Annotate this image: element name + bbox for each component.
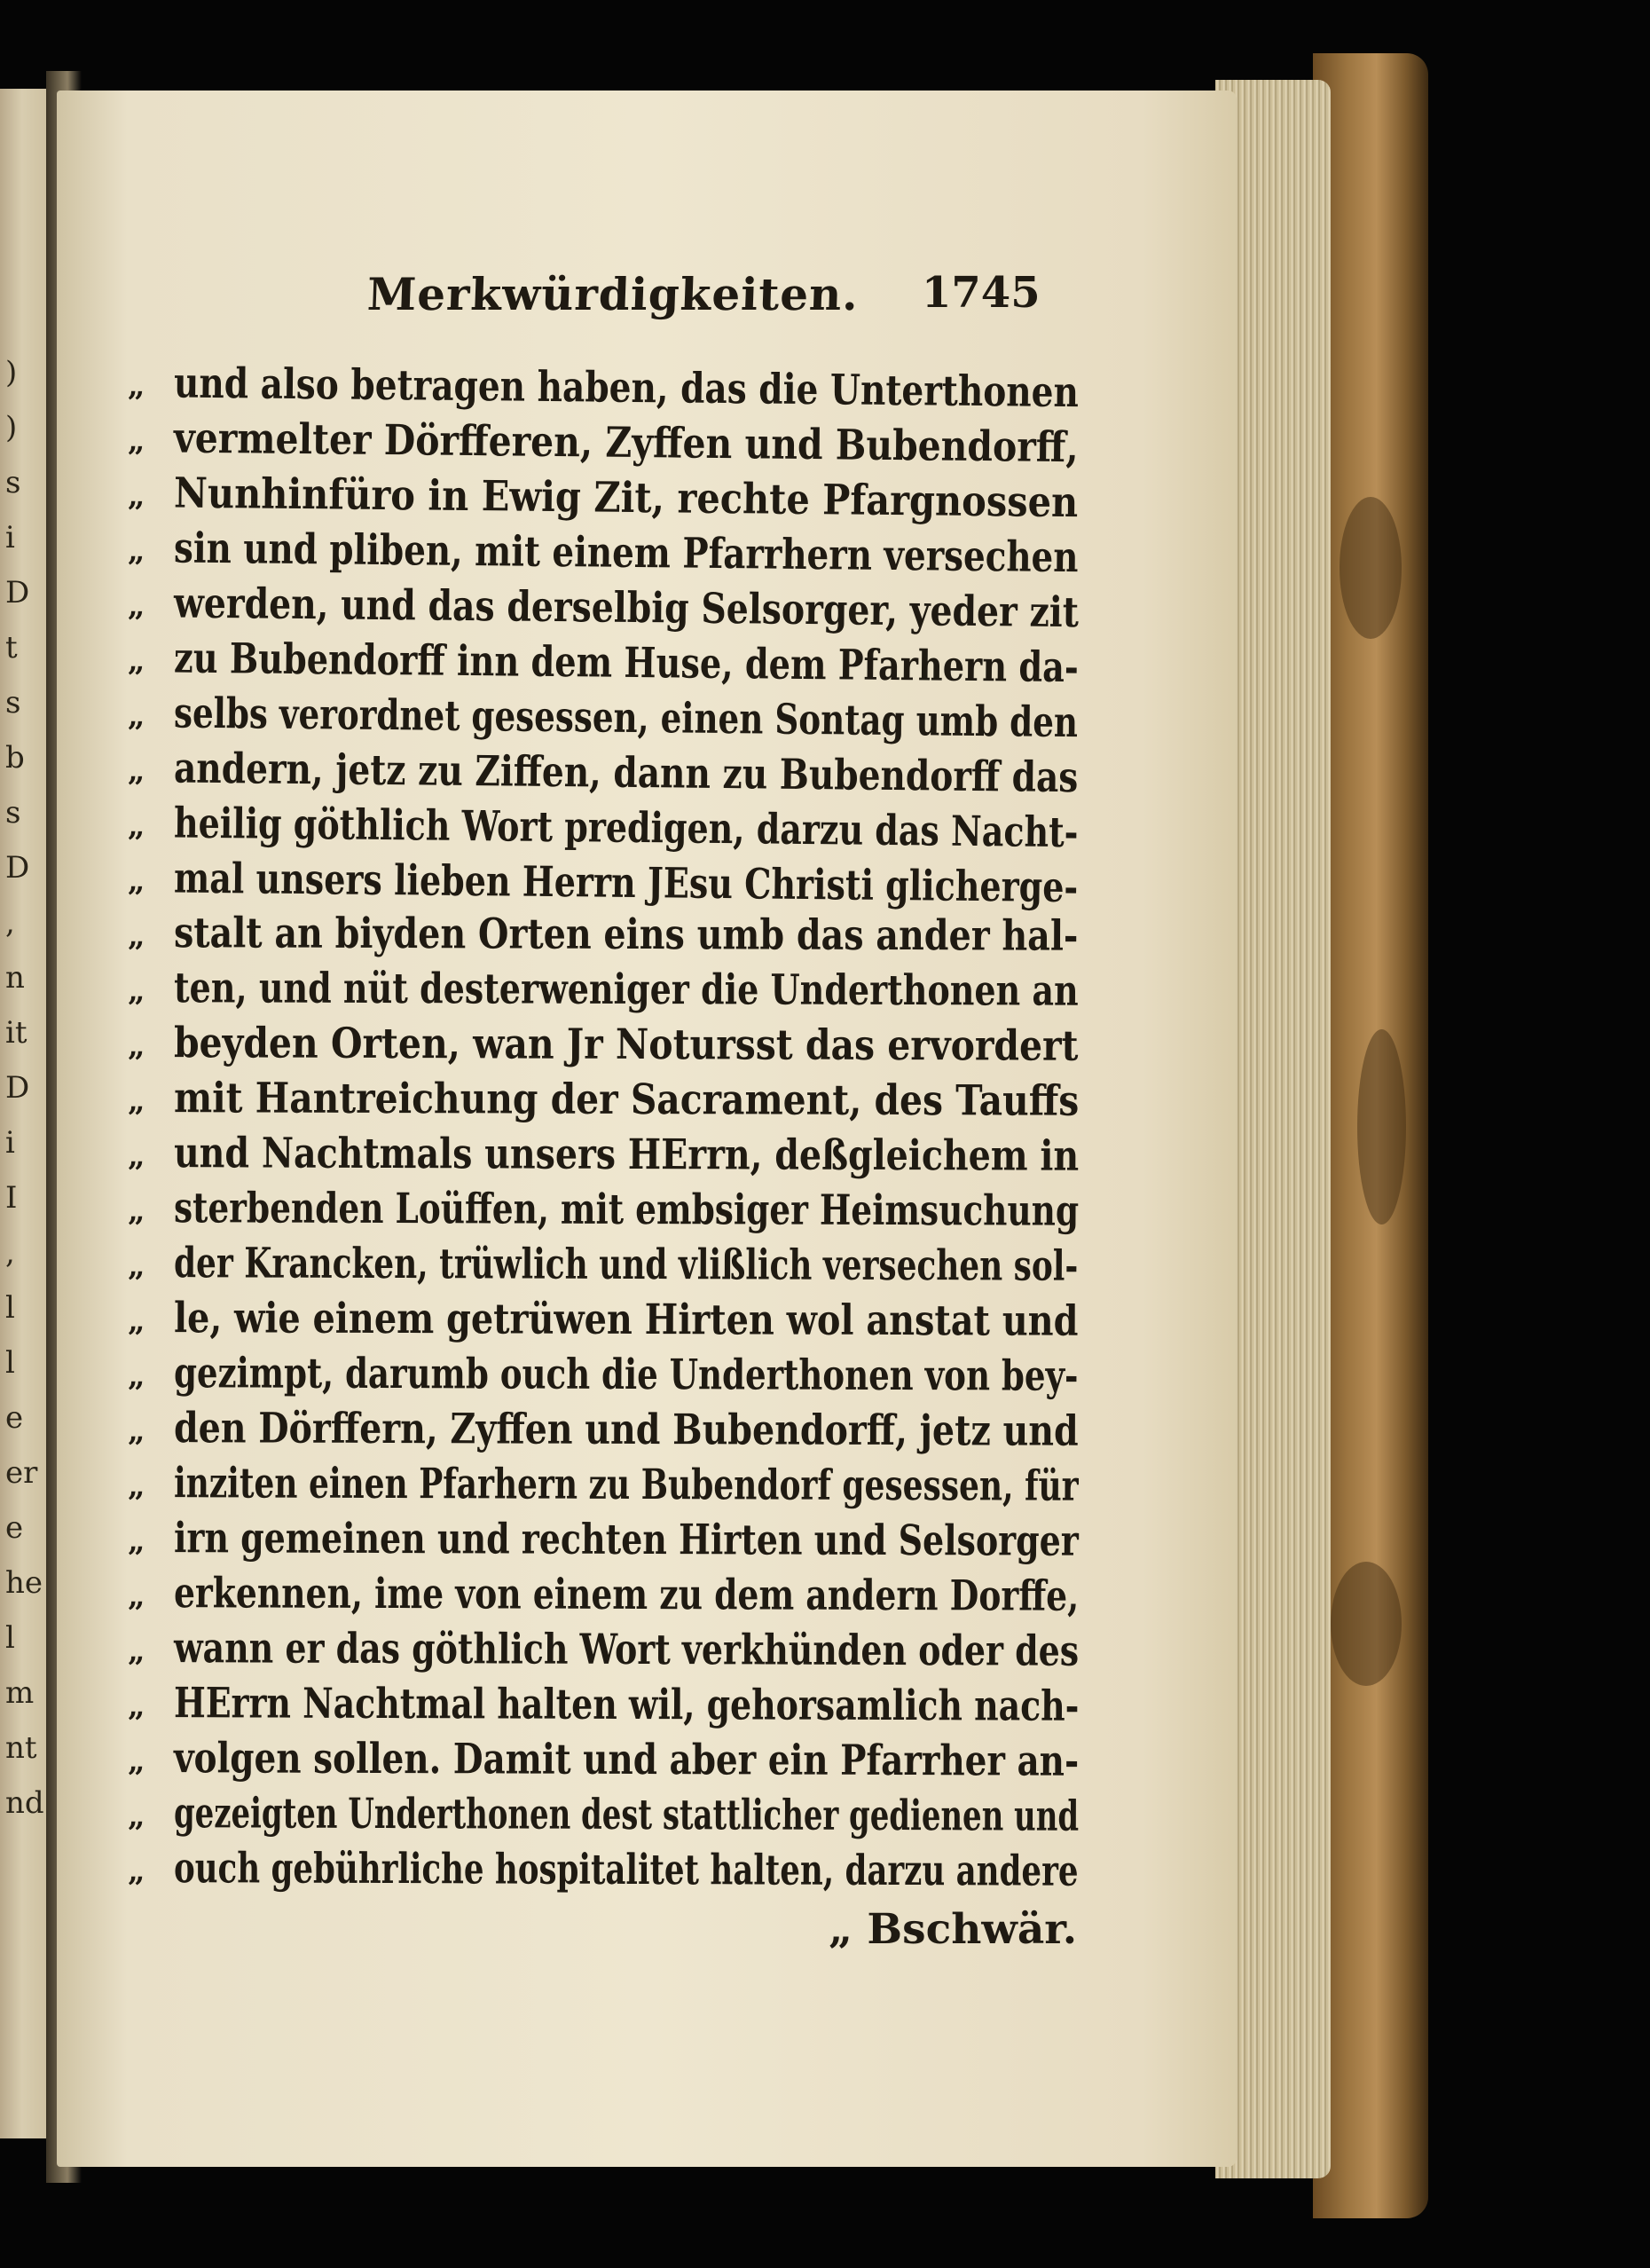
quote-mark: „ [127, 1083, 145, 1120]
quote-mark: „ [127, 478, 145, 515]
text-line-content: und Nachtmals unsers HErrn, deßgleichem in [173, 1129, 1080, 1181]
quote-mark: „ [127, 698, 145, 735]
text-line-content: Nunhinfüro in Ewig Zit, rechte Pfargnossen [173, 469, 1079, 528]
text-line-content: selbs verordnet gesessen, einen Sontag umb den [173, 689, 1079, 748]
left-page-fragment: nt [5, 1730, 37, 1766]
text-line-content: volgen sollen. Damit und aber ein Pfarrher an- [173, 1734, 1080, 1786]
left-page-fragment: s [5, 685, 21, 721]
text-line [128, 1237, 1086, 1294]
text-line [128, 1787, 1086, 1844]
left-page-fragment: ) [5, 410, 18, 445]
text-line [128, 1512, 1086, 1569]
text-line-content: sin und pliben, mit einem Pfarrhern versechen [173, 524, 1079, 583]
left-page-fragment: l [5, 1620, 15, 1656]
left-page-fragment: e [5, 1510, 24, 1546]
text-line-content: und also betragen haben, das die Unterthonen [173, 358, 1080, 418]
text-line [128, 577, 1087, 640]
left-page-fragment: D [5, 575, 30, 610]
quote-mark: „ [127, 1193, 145, 1230]
text-line [128, 962, 1086, 1019]
quote-mark: „ [127, 1799, 145, 1835]
quote-mark: „ [127, 1028, 145, 1065]
quote-mark: „ [127, 1414, 145, 1450]
left-page-fragment: nd [5, 1785, 44, 1821]
catchword: „ Bschwär. [829, 1905, 1078, 1954]
text-line-content: mal unsers lieben Herrn JEsu Christi glicherge- [173, 854, 1079, 913]
left-page-fragment: i [5, 1125, 15, 1161]
left-page-fragment: n [5, 960, 25, 996]
text-line-content: zu Bubendorff inn dem Huse, dem Pfarhern da- [173, 634, 1080, 693]
text-line [128, 1292, 1086, 1349]
text-line-content: mit Hantreichung der Sacrament, des Tauffs [173, 1074, 1080, 1126]
text-line [128, 1622, 1086, 1679]
text-line [128, 522, 1087, 585]
text-line [128, 1347, 1086, 1404]
quote-mark: „ [127, 1744, 145, 1780]
text-line [128, 467, 1087, 530]
text-line [128, 1127, 1086, 1184]
left-page-fragment: t [5, 630, 18, 665]
text-line-content: stalt an biyden Orten eins umb das ander hal- [173, 909, 1079, 961]
text-line-content: erkennen, ime von einem zu dem andern Dorffe, [173, 1569, 1080, 1621]
quote-mark: „ [127, 753, 145, 790]
text-line [128, 1017, 1086, 1074]
text-line-content: der Krancken, trüwlich und vlißlich versechen sol- [173, 1239, 1079, 1291]
quote-mark: „ [127, 533, 145, 570]
quote-mark: „ [127, 863, 145, 900]
text-line-content: heilig göthlich Wort predigen, darzu das Nacht- [173, 799, 1079, 858]
text-line-content: ouch gebührliche hospitalitet halten, darzu andere [173, 1844, 1079, 1896]
text-line [128, 412, 1087, 475]
left-page-fragment: , [5, 905, 15, 941]
text-line-content: beyden Orten, wan Jr Notursst das ervordert [173, 1019, 1079, 1071]
left-page-fragment: m [5, 1675, 35, 1711]
text-line [128, 1182, 1086, 1239]
left-page-fragment: e [5, 1400, 24, 1436]
quote-mark: „ [127, 918, 145, 955]
quote-mark: „ [127, 808, 145, 845]
text-line [128, 1402, 1086, 1459]
text-line-content: andern, jetz zu Ziffen, dann zu Bubendorff das [173, 744, 1079, 803]
text-line [128, 1567, 1086, 1624]
left-page-fragment: D [5, 1070, 30, 1106]
quote-mark: „ [127, 368, 145, 405]
quote-mark: „ [127, 1358, 145, 1395]
left-page-fragment: s [5, 795, 21, 831]
left-page-fragment: i [5, 520, 15, 555]
page-number: 1745 [922, 268, 1041, 318]
quote-mark: „ [127, 588, 145, 625]
quote-mark: „ [127, 1138, 145, 1175]
left-page-fragment: D [5, 850, 30, 886]
text-line-content: werden, und das derselbig Selsorger, yeder zit [173, 579, 1080, 638]
text-line-content: le, wie einem getrüwen Hirten wol anstat und [173, 1294, 1079, 1346]
text-line-content: ten, und nüt desterweniger die Underthonen an [173, 964, 1079, 1016]
text-line [128, 687, 1087, 750]
left-page-fragment: it [5, 1015, 28, 1051]
quote-mark: „ [127, 1469, 145, 1505]
running-head: Merkwürdigkeiten. [365, 268, 860, 320]
text-line [128, 1732, 1086, 1789]
text-line [128, 797, 1087, 860]
text-line-content: irn gemeinen und rechten Hirten und Selsorger [173, 1514, 1079, 1566]
text-line [128, 1072, 1086, 1129]
text-line [128, 1457, 1086, 1514]
quote-mark: „ [127, 423, 145, 460]
text-line-content: gezimpt, darumb ouch die Underthonen von bey- [173, 1349, 1079, 1401]
left-page-fragment: l [5, 1345, 15, 1381]
text-line [128, 1842, 1086, 1899]
quote-mark: „ [127, 1579, 145, 1615]
text-line-content: sterbenden Loüffen, mit embsiger Heimsuchung [173, 1184, 1080, 1236]
quote-mark: „ [127, 1854, 145, 1890]
text-line-content: wann er das göthlich Wort verkhünden oder des [173, 1624, 1080, 1676]
quote-mark: „ [127, 1634, 145, 1670]
left-page-fragment: s [5, 465, 21, 500]
text-line [128, 742, 1087, 805]
text-line [128, 1677, 1086, 1734]
quote-mark: „ [127, 643, 145, 680]
quote-mark: „ [127, 1524, 145, 1560]
left-page-fragment: he [5, 1565, 43, 1601]
left-page-fragment: ) [5, 355, 18, 390]
left-page-fragment: b [5, 740, 25, 776]
left-page-fragment: l [5, 1290, 15, 1326]
text-line [128, 357, 1087, 420]
quote-mark: „ [127, 1248, 145, 1285]
text-line-content: inziten einen Pfarhern zu Bubendorf gesessen, für [173, 1459, 1079, 1511]
left-page-fragment: er [5, 1455, 38, 1491]
text-line [128, 907, 1086, 964]
text-line-content: HErrn Nachtmal halten wil, gehorsamlich nach- [173, 1679, 1080, 1731]
left-page-fragment: , [5, 1235, 15, 1271]
text-line-content: vermelter Dörfferen, Zyffen und Bubendorff, [173, 413, 1079, 473]
page-content [57, 91, 1237, 2167]
text-line [128, 632, 1087, 695]
text-line-content: gezeigten Underthonen dest stattlicher gedienen und [173, 1789, 1080, 1841]
quote-mark: „ [127, 1689, 145, 1725]
quote-mark: „ [127, 973, 145, 1010]
text-line-content: den Dörffern, Zyffen und Bubendorff, jetz und [173, 1404, 1079, 1456]
left-page-fragment: I [5, 1180, 18, 1216]
text-line [128, 852, 1087, 915]
quote-mark: „ [127, 1303, 145, 1340]
